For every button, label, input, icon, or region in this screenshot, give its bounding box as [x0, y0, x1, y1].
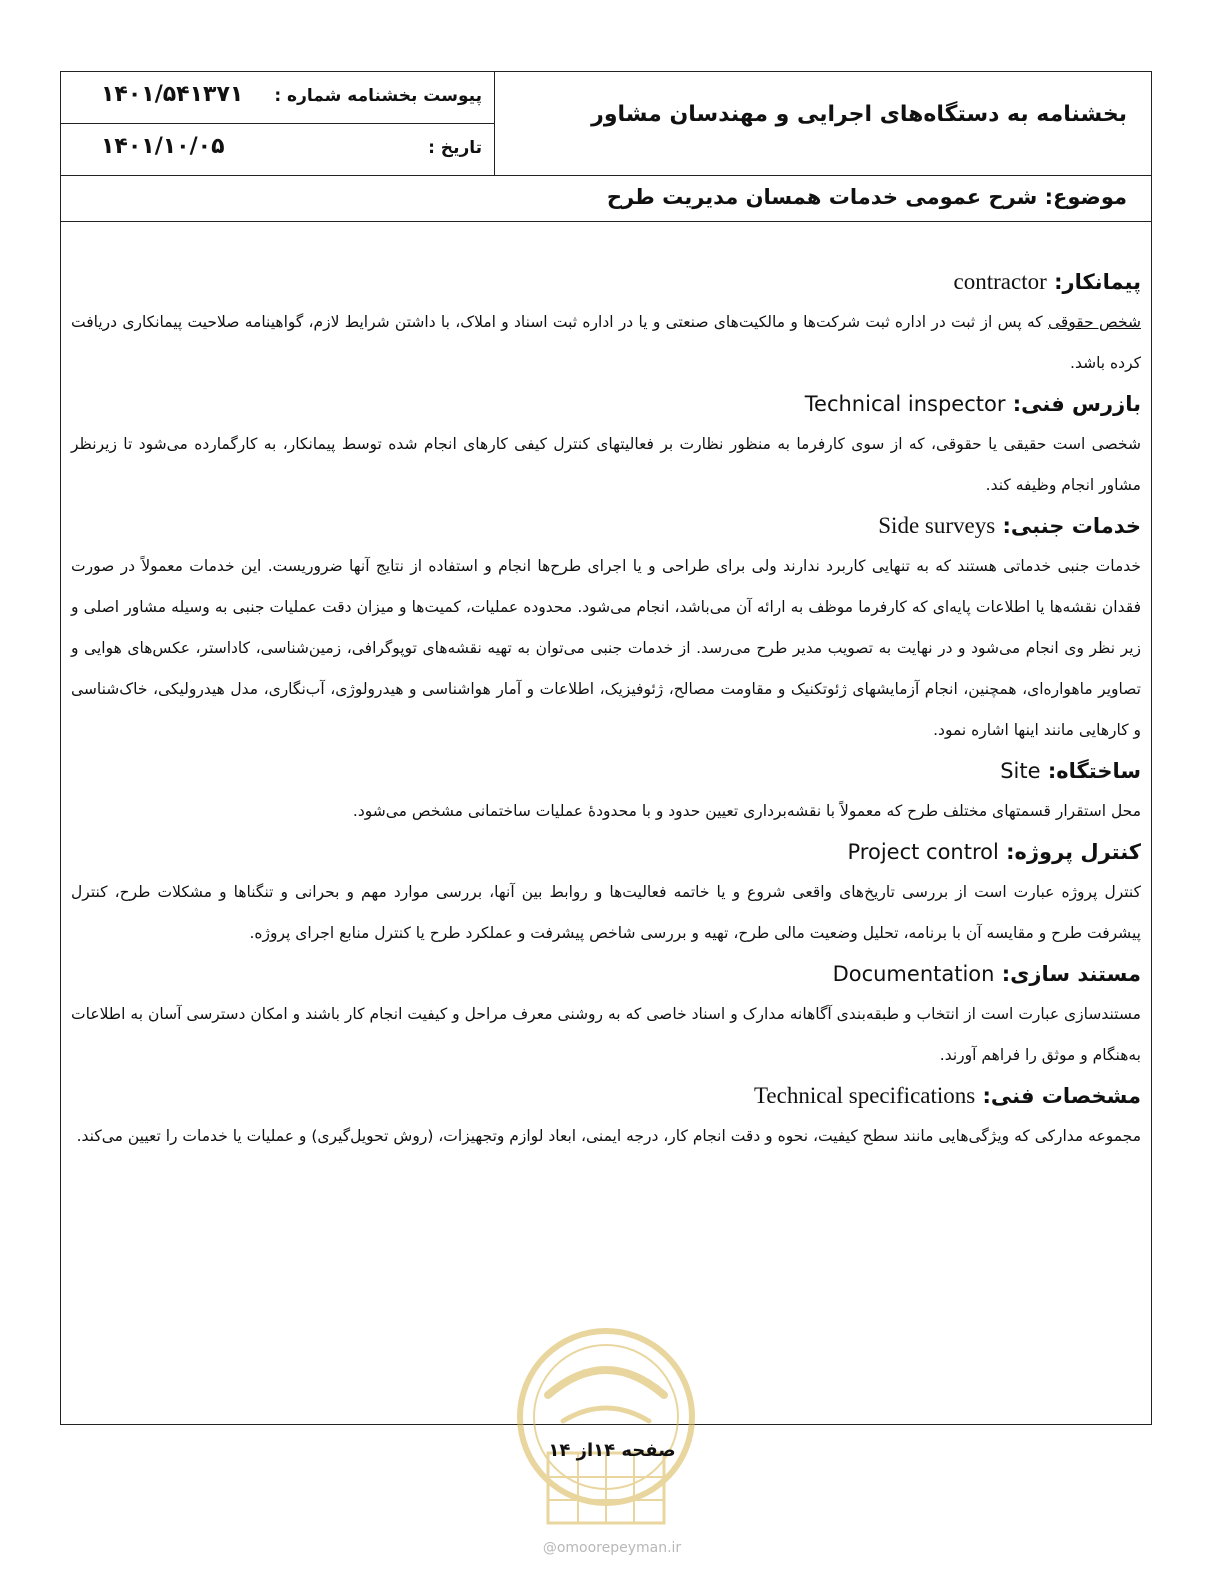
section-title-fa: بازرس فنی: — [1012, 392, 1141, 416]
section-heading — [71, 954, 1141, 994]
section-heading — [71, 751, 1141, 791]
section-title-en: Site — [1000, 759, 1041, 783]
section-title-fa: خدمات جنبی: — [1002, 514, 1141, 538]
section-text — [71, 302, 1141, 384]
section-text: خدمات جنبی خدماتی هستند که به تنهایی کاربرد ندارند ولی برای طراحی و یا اجرای طرح‌ها انجام و استفاده از نتایج آنها ضروریست. این خدمات معمولاً در صورت فقدان نقشه‌ها یا اطلاعات پایه‌ای که کارفرما موظف به ارائه آن می‌باشد، انجام می‌شود. محدوده عملیات، کمیت‌ها و میزان دقت عملیات جنبی به وسیله مشاور اصلی و زیر نظر وی انجام می‌شود و در نهایت به تصویب مدیر طرح می‌رسد. از خدمات جنبی می‌توان به تهیه نقشه‌های توپوگرافی، زمین‌شناسی، کاداستر، عکس‌های هوایی و تصاویر ماهواره‌ای، همچنین، انجام آزمایشهای ژئوتکنیک و مقاومت مصالح، ژئوفیزیک، اطلاعات و آمار هواشناسی و هیدرولوژی، آب‌نگاری، مدل هیدرولیکی، خاک‌شناسی و کارهایی مانند اینها اشاره نمود. — [71, 557, 1141, 739]
section-title-en: Technical specifications — [753, 1083, 976, 1108]
section-title-en: Project control — [847, 840, 999, 864]
section-title-fa: مشخصات فنی: — [982, 1084, 1141, 1108]
attachment-row — [61, 72, 494, 124]
date-value: ۱۴۰۱/۱۰/۰۵ — [101, 134, 225, 159]
section-heading — [71, 384, 1141, 424]
section-heading — [71, 262, 1141, 302]
reference-box — [61, 72, 495, 176]
date-label: تاریخ : — [428, 138, 482, 158]
section-heading — [71, 832, 1141, 872]
section-text: کنترل پروژه عبارت است از بررسی تاریخ‌های واقعی شروع و یا خاتمه فعالیت‌ها و روابط بین آنها، بررسی موارد مهم و بحرانی و تنگناها و مشکلات طرح، کنترل پیشرفت طرح و مقایسه آن با برنامه، تحلیل وضعیت مالی طرح، تهیه و بررسی شاخص پیشرفت و عملکرد طرح یا کنترل منابع اجرای پروژه. — [71, 883, 1141, 942]
section-heading — [71, 1076, 1141, 1116]
page-number: صفحه ۱۴از ۱۴ — [548, 1440, 676, 1461]
document-title: بخشنامه به دستگاه‌های اجرایی و مهندسان مشاور — [591, 102, 1127, 127]
subject: موضوع: شرح عمومی خدمات همسان مدیریت طرح — [606, 185, 1127, 209]
section-title-en: contractor — [953, 269, 1047, 294]
subject-row — [61, 176, 1151, 222]
date-row — [61, 124, 494, 176]
section-text: مستندسازی عبارت است از انتخاب و طبقه‌بندی آگاهانه مدارک و اسناد خاصی که به روشنی معرف مراحل و کیفیت انجام کار باشند و امکان دسترسی آسان به اطلاعات به‌هنگام و موثق را فراهم آورند. — [71, 1005, 1141, 1064]
section-title-en: Side surveys — [878, 513, 996, 538]
watermark-seal-icon — [508, 1325, 704, 1535]
header — [61, 72, 1151, 176]
document-frame — [60, 71, 1152, 1425]
section-text: شخصی است حقیقی یا حقوقی، که از سوی کارفرما به منظور نظارت بر فعالیتهای کنترل کیفی کارهای انجام شده توسط پیمانکار، به کارگمارده می‌شود تا زیرنظر مشاور انجام وظیفه کند. — [71, 435, 1141, 494]
content — [71, 262, 1141, 1157]
section-title-fa: ساختگاه: — [1047, 759, 1141, 783]
section-text: محل استقرار قسمتهای مختلف طرح که معمولاً با نقشه‌برداری تعیین حدود و با محدودۀ عملیات ساختمانی مشخص می‌شود. — [352, 802, 1141, 820]
section-title-en: Documentation — [832, 962, 995, 986]
section-title-en: Technical inspector — [804, 392, 1006, 416]
section-lead: شخص حقوقی — [1047, 313, 1141, 331]
section-title-fa: کنترل پروژه: — [1006, 840, 1141, 864]
section-title-fa: پیمانکار: — [1054, 270, 1141, 294]
attachment-label: پیوست بخشنامه شماره : — [274, 86, 482, 106]
attachment-number: ۱۴۰۱/۵۴۱۳۷۱ — [101, 82, 244, 107]
site-watermark-text: @omoorepeyman.ir — [542, 1540, 682, 1556]
section-body: که پس از ثبت در اداره ثبت شرکت‌ها و مالکیت‌های صنعتی و یا در اداره ثبت اسناد و املاک، با داشتن شرایط لازم، گواهینامه صلاحیت پیمانکاری دریافت کرده باشد. — [71, 313, 1141, 372]
section-heading — [71, 506, 1141, 546]
section-text: مجموعه مدارکی که ویژگی‌هایی مانند سطح کیفیت، نحوه و دقت انجام کار، درجه ایمنی، ابعاد لوازم وتجهیزات، (روش تحویل‌گیری) و عملیات یا خدمات را تعیین می‌کند. — [76, 1127, 1141, 1145]
section-title-fa: مستند سازی: — [1001, 962, 1141, 986]
